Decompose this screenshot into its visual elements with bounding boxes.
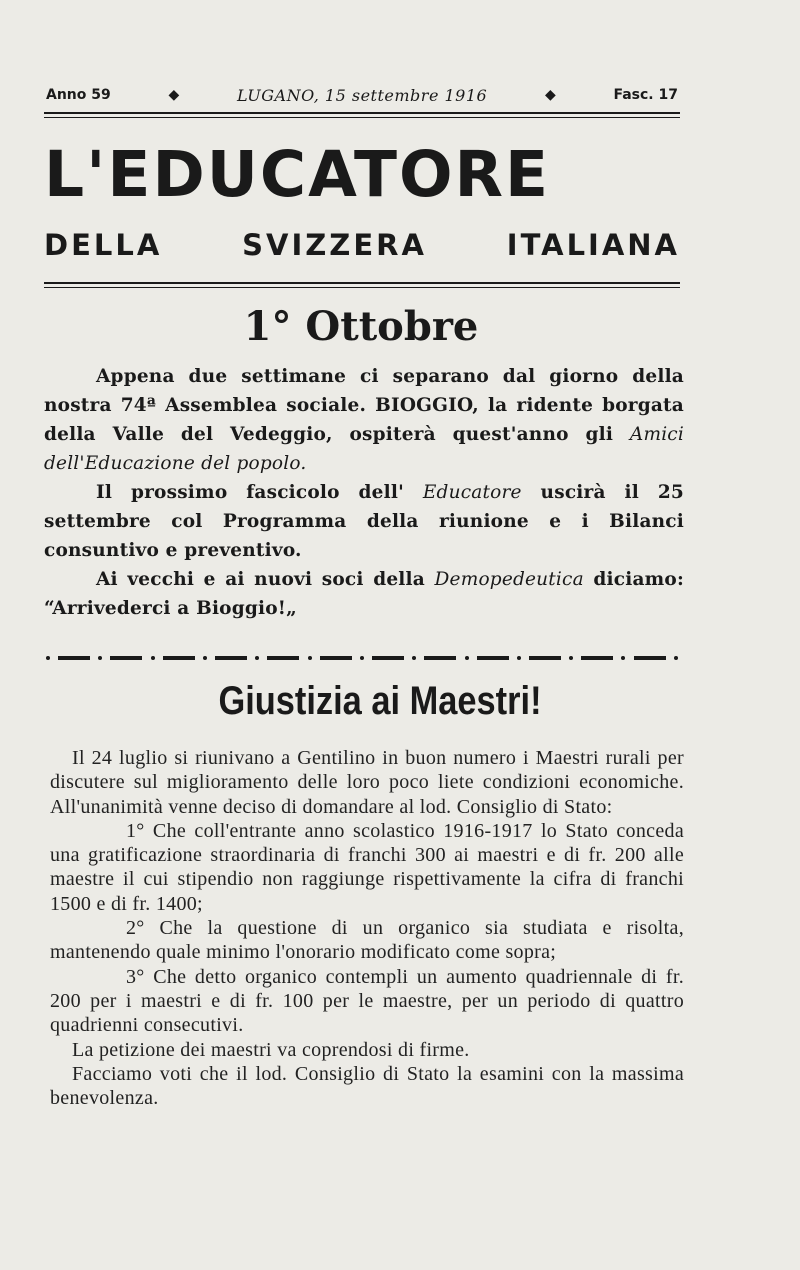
article-paragraph: Facciamo voti che il lod. Consiglio di Stato la esamini con la massima benevolenza. bbox=[50, 1062, 684, 1110]
dash-dot-divider bbox=[46, 654, 678, 662]
notice-paragraph bbox=[44, 565, 684, 623]
notice-title: 1° Ottobre bbox=[243, 303, 479, 350]
notice-italic-text: Educatore bbox=[422, 482, 522, 503]
article-title: Giustizia ai Maestri! bbox=[218, 679, 542, 723]
diamond-separator-icon: ◆ bbox=[544, 87, 556, 103]
notice-text: uscirà il 25 settembre col Programma della riunione e i Bilanci consuntivo e preventivo. bbox=[44, 482, 684, 561]
notice-paragraph bbox=[44, 362, 684, 478]
article-paragraph: 2° Che la questione di un organico sia studiata e risolta, mantenendo quale minimo l'onorario modificato come sopra; bbox=[50, 917, 684, 964]
notice-text: Appena due settimane ci separano dal giorno della nostra 74ª Assemblea sociale. BIOGGIO, la ridente borgata della Valle del Vedeggio, ospiterà quest'anno gli bbox=[44, 366, 684, 445]
assembly-notice bbox=[44, 362, 684, 623]
header-rule-top bbox=[44, 112, 680, 114]
notice-text: Ai vecchi e ai nuovi soci della bbox=[96, 569, 435, 590]
notice-text: diciamo: “Arrivederci a Bioggio!„ bbox=[44, 569, 684, 619]
masthead-rule-top bbox=[44, 282, 680, 284]
notice-italic-text: Demopedeutica bbox=[434, 569, 584, 590]
issue-year: Anno 59 bbox=[46, 87, 111, 103]
notice-italic-text: Amici dell'Educazione del popolo. bbox=[44, 424, 684, 474]
issue-number: Fasc. 17 bbox=[613, 87, 678, 103]
place-date: LUGANO, 15 settembre 1916 bbox=[237, 85, 488, 105]
masthead-title: L'EDUCATORE bbox=[44, 138, 551, 211]
masthead-rule-bottom bbox=[44, 287, 680, 288]
issue-header bbox=[46, 84, 678, 106]
article-paragraph: La petizione dei maestri va coprendosi di firme. bbox=[72, 1038, 470, 1061]
header-rule-bottom bbox=[44, 117, 680, 118]
notice-paragraph bbox=[44, 478, 684, 565]
article-paragraph: 1° Che coll'entrante anno scolastico 1916-1917 lo Stato conceda una gratificazione straordinaria di franchi 300 ai maestri e di fr. 200 alle maestre il cui stipendio non raggiunge rispettivamente la cifra di franchi 1500 e di fr. 1400; bbox=[50, 819, 684, 915]
notice-text: Il prossimo fascicolo dell' bbox=[96, 482, 423, 503]
article-paragraph: 3° Che detto organico contempli un aumento quadriennale di fr. 200 per i maestri e di fr. 100 per le maestre, per un periodo di quattro quadrienni consecutivi. bbox=[50, 965, 684, 1037]
diamond-separator-icon: ◆ bbox=[168, 87, 180, 103]
masthead-subtitle: DELLA SVIZZERA ITALIANA bbox=[44, 228, 680, 262]
article-body bbox=[50, 746, 684, 1110]
article-paragraph: Il 24 luglio si riunivano a Gentilino in buon numero i Maestri rurali per discutere sul miglioramento delle loro poco liete condizioni economiche. All'unanimità venne deciso di domandare al lod. Consiglio di Stato: bbox=[50, 747, 684, 818]
